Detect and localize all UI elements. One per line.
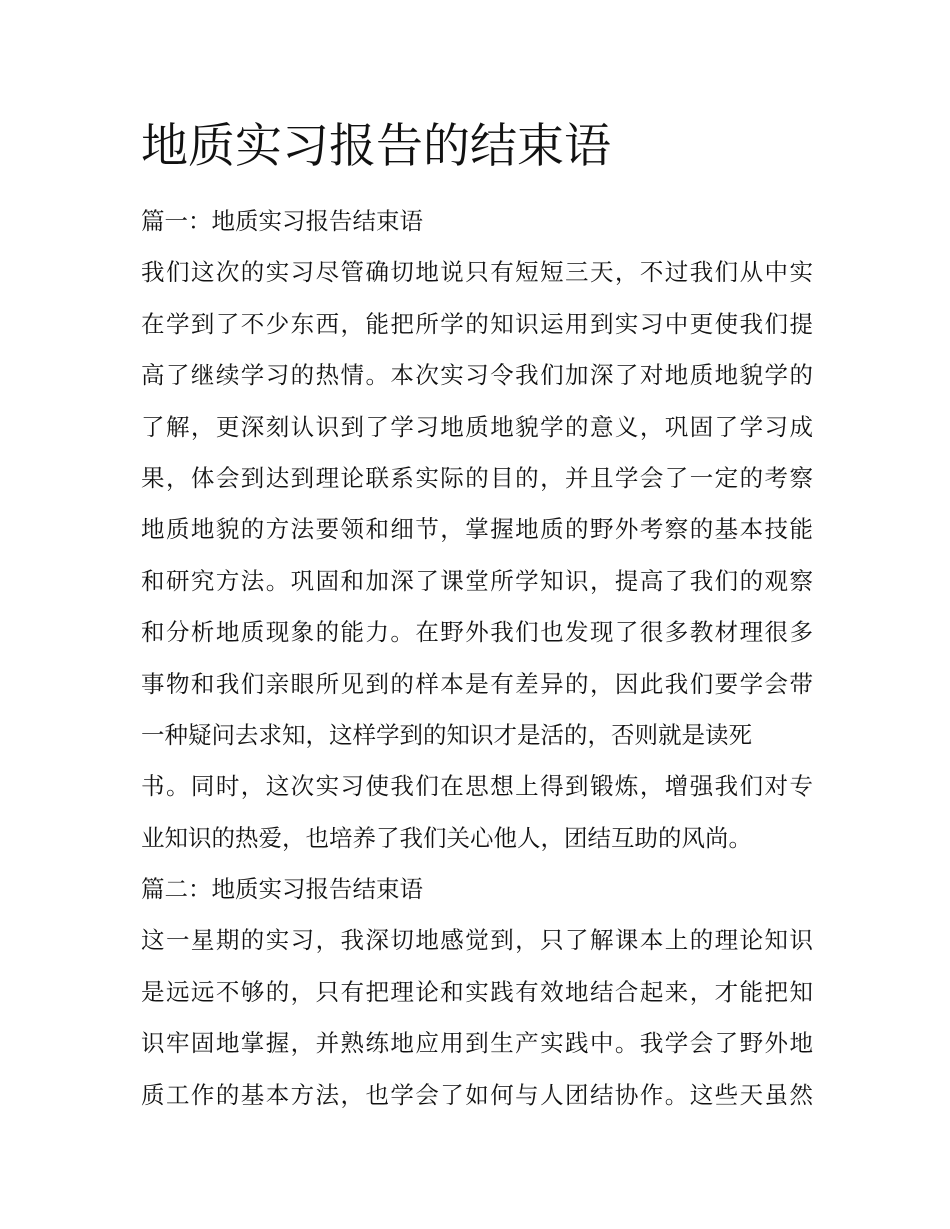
paragraph-line: 这一星期的实习，我深切地感觉到，只了解课本上的理论知识	[141, 926, 813, 955]
document-title: 地质实习报告的结束语	[141, 119, 611, 174]
paragraph-line: 高了继续学习的热情。本次实习令我们加深了对地质地貌学的	[141, 361, 813, 390]
paragraph-line: 质工作的基本方法，也学会了如何与人团结协作。这些天虽然	[141, 1080, 813, 1109]
paragraph-line: 和分析地质现象的能力。在野外我们也发现了很多教材理很多	[141, 618, 813, 647]
paragraph-line: 书。同时，这次实习使我们在思想上得到锻炼，增强我们对专	[141, 772, 813, 801]
section-heading: 篇一：地质实习报告结束语	[141, 207, 423, 235]
document-body	[141, 196, 813, 1121]
paragraph-line: 事物和我们亲眼所见到的样本是有差异的，因此我们要学会带	[141, 669, 813, 698]
paragraph-line: 一种疑问去求知，这样学到的知识才是活的，否则就是读死	[141, 720, 752, 749]
section-heading: 篇二：地质实习报告结束语	[141, 875, 423, 904]
paragraph-line: 地质地貌的方法要领和细节，掌握地质的野外考察的基本技能	[141, 515, 813, 544]
paragraph-line: 我们这次的实习尽管确切地说只有短短三天，不过我们从中实	[141, 258, 813, 287]
paragraph-line: 是远远不够的，只有把理论和实践有效地结合起来，才能把知	[141, 977, 813, 1006]
paragraph-line: 识牢固地掌握，并熟练地应用到生产实践中。我学会了野外地	[141, 1029, 813, 1058]
paragraph-line: 在学到了不少东西，能把所学的知识运用到实习中更使我们提	[141, 309, 813, 338]
paragraph-line: 了解，更深刻认识到了学习地质地貌学的意义，巩固了学习成	[141, 412, 813, 441]
paragraph-line: 和研究方法。巩固和加深了课堂所学知识，提高了我们的观察	[141, 566, 813, 595]
paragraph-line: 果，体会到达到理论联系实际的目的，并且学会了一定的考察	[141, 463, 813, 492]
paragraph-line: 业知识的热爱，也培养了我们关心他人，团结互助的风尚。	[141, 823, 752, 852]
